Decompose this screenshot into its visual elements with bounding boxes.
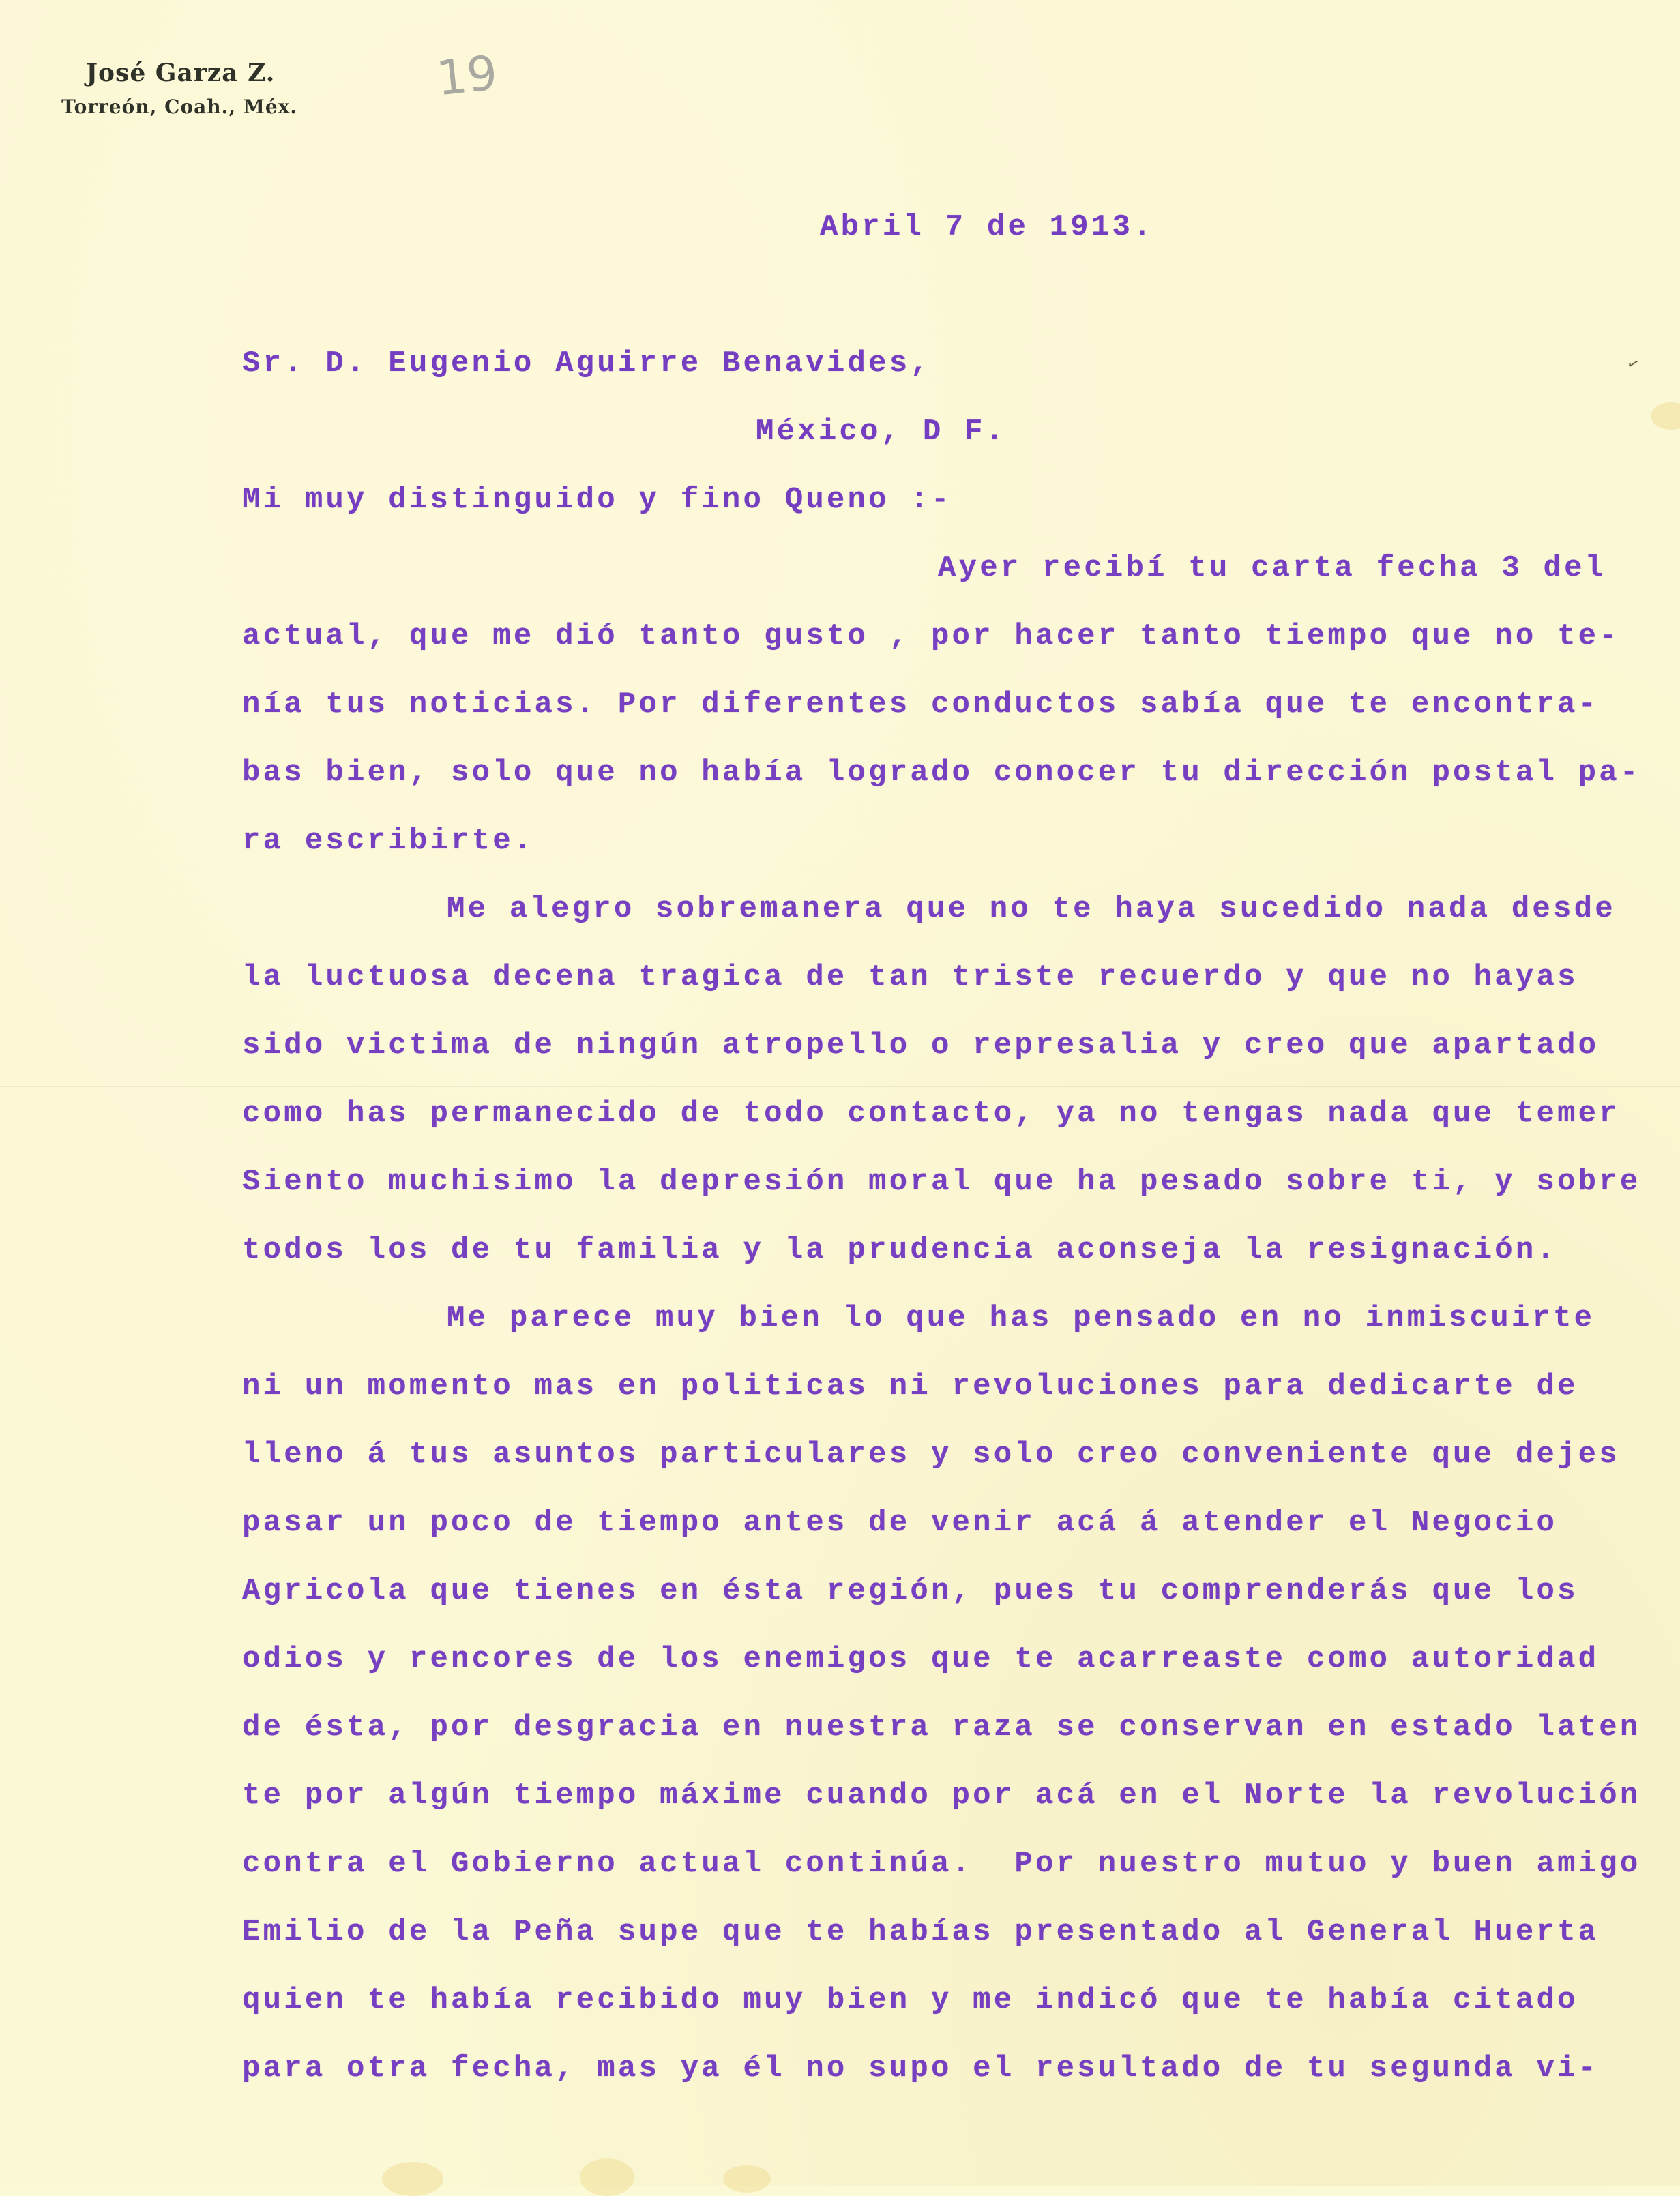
body-line: Me parece muy bien lo que has pensado en no inmiscuirte — [447, 1301, 1595, 1335]
salutation: Mi muy distinguido y fino Queno :- — [242, 483, 952, 517]
recipient-city: México, D F. — [756, 415, 1007, 449]
body-line: para otra fecha, mas ya él no supo el resultado de tu segunda vi- — [242, 2051, 1600, 2086]
pencil-check-mark-icon: ✓ — [1624, 354, 1642, 375]
body-line: ni un momento mas en politicas ni revoluciones para dedicarte de — [242, 1369, 1578, 1404]
body-line: quien te había recibido muy bien y me indicó que te había citado — [242, 1983, 1578, 2017]
body-line: Emilio de la Peña supe que te habías presentado al General Huerta — [242, 1915, 1600, 1949]
body-line: ra escribirte. — [242, 824, 535, 858]
body-line: contra el Gobierno actual continúa. Por nuestro mutuo y buen amigo — [242, 1847, 1641, 1881]
paper-stain — [723, 2165, 771, 2193]
paper-stain — [580, 2158, 634, 2196]
letterhead-name: José Garza Z. — [86, 59, 276, 87]
body-line: te por algún tiempo máxime cuando por acá en el Norte la revolución — [242, 1779, 1641, 1813]
pencil-page-number: 19 — [433, 44, 501, 107]
body-line: bas bien, solo que no había logrado conocer tu dirección postal pa- — [242, 756, 1641, 790]
letter-date: Abril 7 de 1913. — [820, 210, 1154, 244]
body-line: todos los de tu familia y la prudencia aconseja la resignación. — [242, 1233, 1558, 1267]
body-line: como has permanecido de todo contacto, ya no tengas nada que temer — [242, 1097, 1620, 1131]
body-line: sido victima de ningún atropello o represalia y creo que apartado — [242, 1028, 1600, 1063]
paper-stain — [382, 2162, 443, 2196]
body-line: nía tus noticias. Por diferentes conductos sabía que te encontra- — [242, 687, 1600, 722]
paper-stain — [1651, 402, 1680, 430]
body-line: pasar un poco de tiempo antes de venir acá á atender el Negocio — [242, 1506, 1558, 1540]
body-line: Ayer recibí tu carta fecha 3 del — [938, 551, 1606, 585]
paper-fold-line — [0, 1086, 1680, 1087]
letterhead-place: Torreón, Coah., Méx. — [61, 95, 298, 118]
body-line: actual, que me dió tanto gusto , por hacer tanto tiempo que no te- — [242, 619, 1620, 653]
body-line: de ésta, por desgracia en nuestra raza se conservan en estado laten — [242, 1710, 1641, 1745]
body-line: lleno á tus asuntos particulares y solo creo conveniente que dejes — [242, 1438, 1620, 1472]
body-line: odios y rencores de los enemigos que te acarreaste como autoridad — [242, 1642, 1600, 1676]
body-line: Agricola que tienes en ésta región, pues tu comprenderás que los — [242, 1574, 1578, 1608]
body-line: la luctuosa decena tragica de tan triste recuerdo y que no hayas — [242, 960, 1578, 994]
recipient-name: Sr. D. Eugenio Aguirre Benavides, — [242, 346, 931, 381]
body-line: Me alegro sobremanera que no te haya sucedido nada desde — [447, 892, 1616, 926]
body-line: Siento muchisimo la depresión moral que ha pesado sobre ti, y sobre — [242, 1165, 1641, 1199]
